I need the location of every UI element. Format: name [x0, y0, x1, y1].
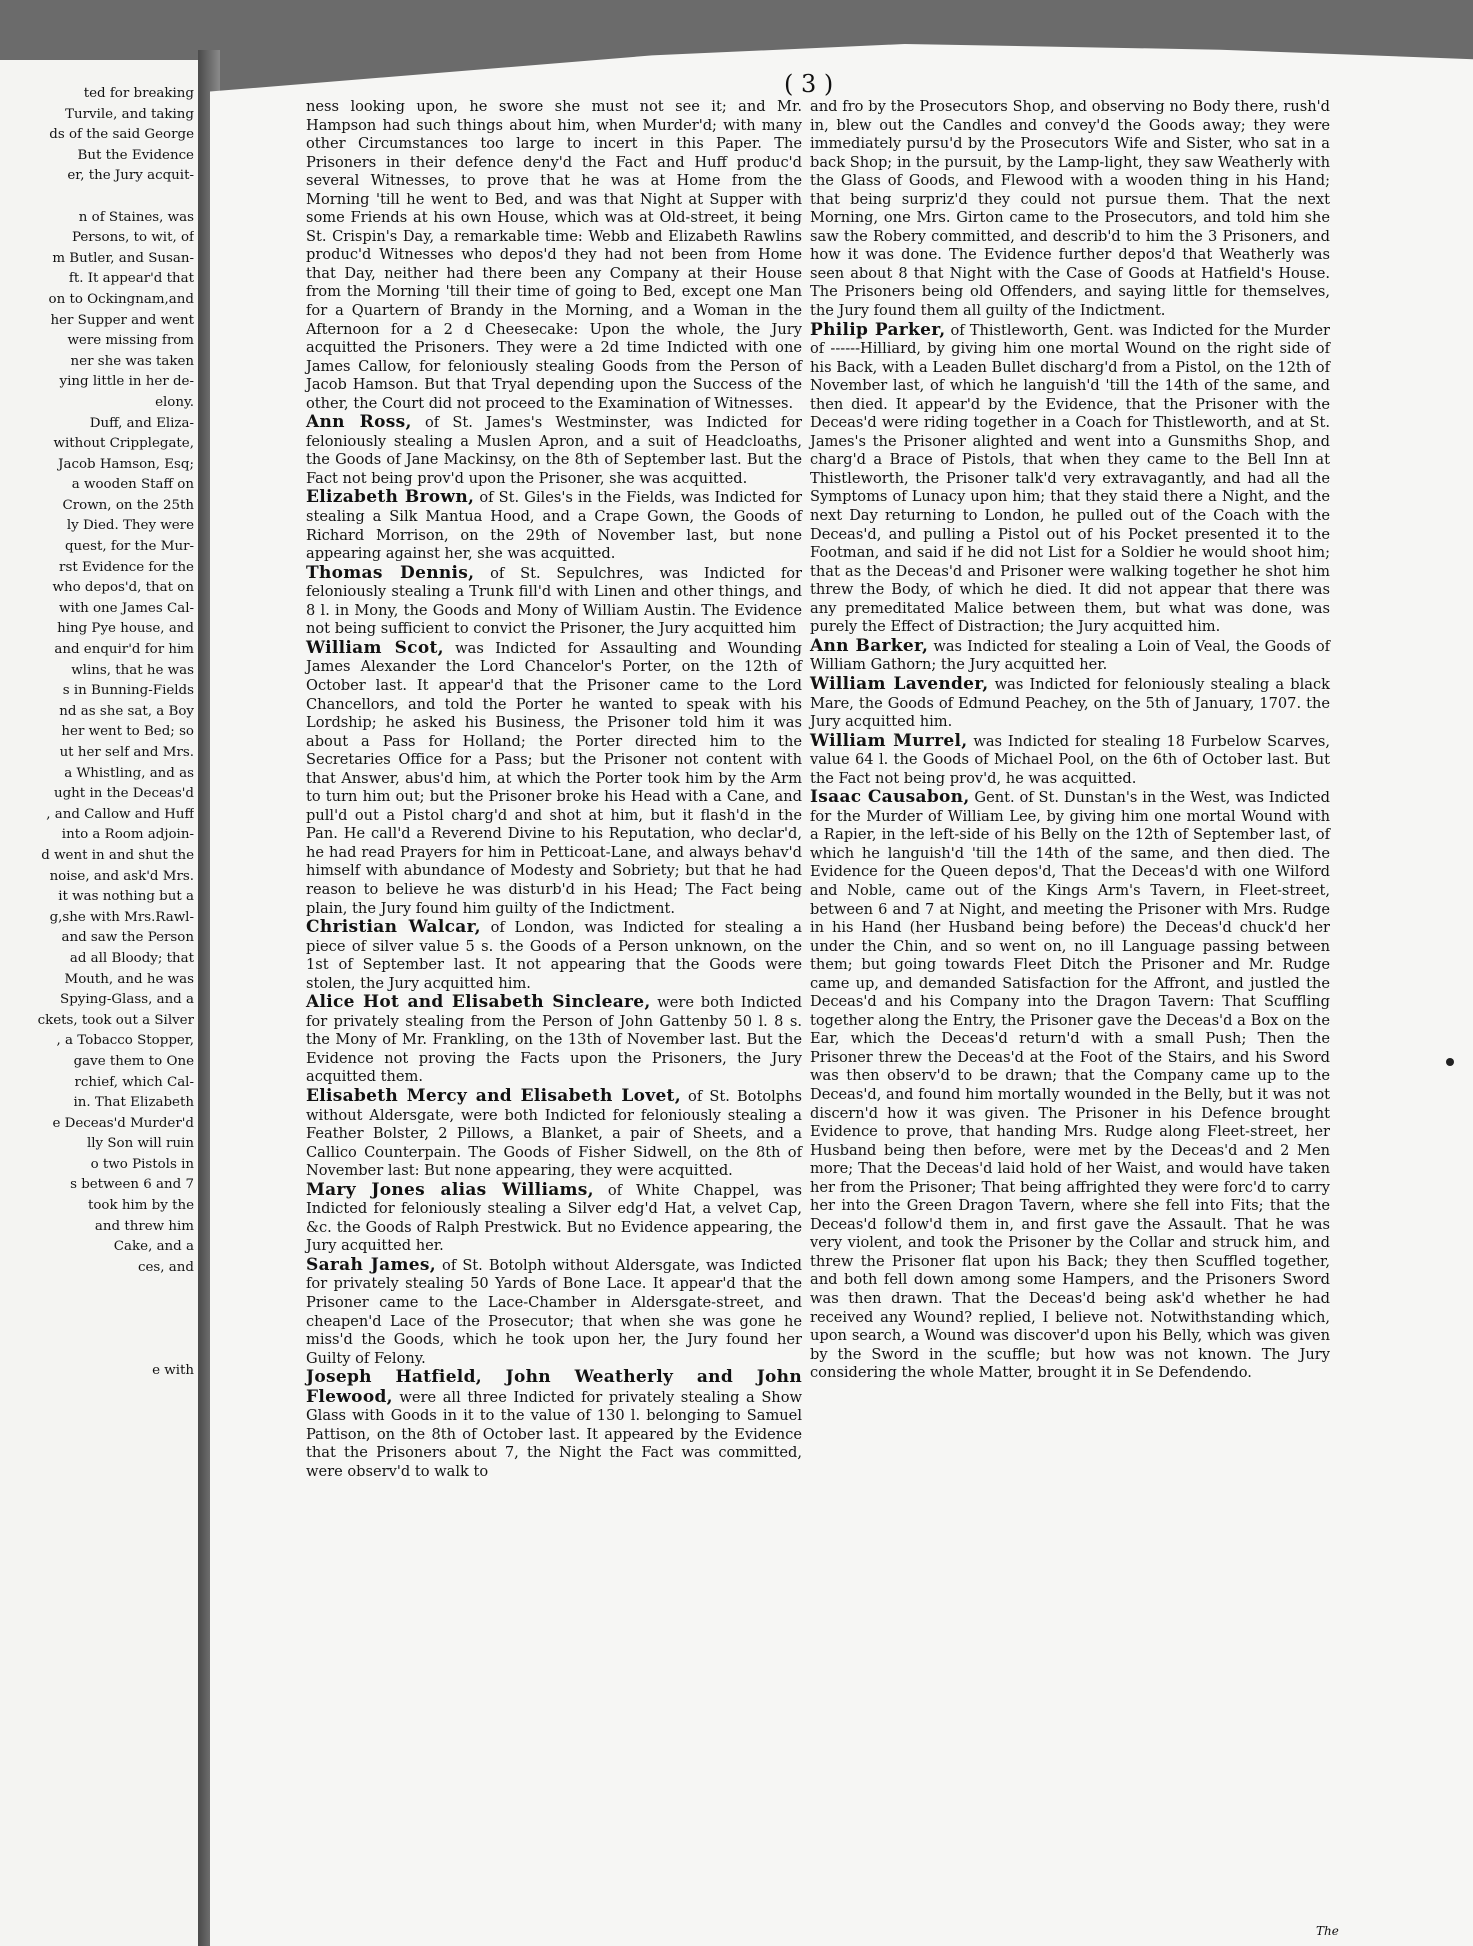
defendant-name: Isaac Causabon,: [810, 787, 970, 808]
left-page-line: [4, 1299, 194, 1320]
trial-entry: [306, 98, 802, 413]
trial-entry: [306, 564, 802, 639]
trial-entry: [810, 637, 1330, 675]
left-page-line: who depos'd, that on: [52, 580, 194, 596]
left-page-line: [4, 1402, 194, 1423]
trial-entry: [306, 488, 802, 563]
defendant-name: Elisabeth Mercy and Elisabeth Lovet,: [306, 1085, 681, 1106]
left-page-line: gave them to One: [73, 1053, 194, 1069]
left-page-line: a wooden Staff on: [71, 477, 194, 493]
left-page-line: and enquir'd for him: [54, 642, 194, 658]
left-page-line: [4, 1526, 194, 1547]
left-page-line: [4, 1608, 194, 1629]
left-page-line: it was nothing but a: [58, 889, 194, 905]
trial-text: of St. Botolph without Aldersgate, was Indicted for privately stealing 50 Yards of Bone Lace. It appear'd that the Prisoner came to the Lace-Chamber in Aldersgate-street, and cheapen'd Lace of the Prosecutor; that when she was gone he miss'd the Goods, which he took upon her, the Jury found her Guilty of Felony.: [306, 1256, 802, 1367]
defendant-name: Ann Barker,: [810, 635, 929, 656]
left-page-line: ad all Bloody; that: [69, 950, 194, 966]
left-page-line: [4, 187, 194, 208]
trial-text: Gent. of St. Dunstan's in the West, was Indicted for the Murder of William Lee, by giving him one mortal Wound with a Rapier, in the left-side of his Belly on the 12th of September last, of which he languish'd 'till the 14th of the same, and then died. The Evidence for the Queen depos'd, That the Deceas'd with one Wilford and Noble, came out of the Kings Arm's Tavern, in Fleet-street, between 6 and 7 at Night, and meeting the Prisoner with Mrs. Rudge in his Hand (her Husband being before) the Deceas'd chuck'd her under the Chin, and so went on, no ill Language passing between them; but going towards Fleet Ditch the Prisoner and Mr. Rudge came up, and demanded Satisfaction for the Affront, and justled the Deceas'd and his Company into the Dragon Tavern: That Scuffling together along the Entry, the Prisoner gave the Deceas'd a Box on the Ear, which the Deceas'd return'd with a small Push; Then the Prisoner threw the Deceas'd at the Foot of the Stairs, and his Sword was then observ'd to be drawn; that the Company came up to the Deceas'd, and found him mortally wounded in the Belly, but it was not discern'd how it was given. The Prisoner in his Defence brought Evidence to prove, that handing Mrs. Rudge along Fleet-street, her Husband being then before, were met by the Deceas'd and 2 Men more; That the Deceas'd laid hold of her Waist, and would have taken her from the Prisoner; That being affrighted they were forc'd to carry her into the Green Dragon Tavern, where she fell into Fits; that the Deceas'd follow'd them in, and first gave the Assault. That he was very violent, and took the Prisoner by the Collar and struck him, and threw the Prisoner flat upon his Back; they then Scuffled together, and both fell down among some Hampers, and the Prisoners Sword was then drawn. That the Deceas'd being ask'd whether he had received any Wound? replied, I believe not. Notwithstanding which, upon search, a Wound was discover'd upon his Belly, which was given by the Sword in the scuffle; but how was not known. The Jury considering the whole Matter, brought it in Se Defendendo.: [810, 789, 1330, 1382]
defendant-name: William Murrel,: [810, 730, 968, 751]
left-page-line: [4, 1278, 194, 1299]
left-page-line: ft. It appear'd that: [68, 271, 194, 287]
left-page-text: [4, 84, 194, 1773]
left-page-line: ckets, took out a Silver: [37, 1012, 194, 1028]
left-page-line: [4, 1505, 194, 1526]
left-page-line: ly Died. They were: [66, 518, 194, 534]
left-page-line: er, the Jury acquit-: [67, 168, 194, 184]
left-page-line: [4, 1464, 194, 1485]
trial-entry: [306, 918, 802, 993]
trial-text: and fro by the Prosecutors Shop, and observing no Body there, rush'd in, blew out the Candles and convey'd the Goods away; they were immediately pursu'd by the Prosecutors Wife and Sister, who sat in a back Shop; in the pursuit, by the Lamp-light, they saw Weatherly with the Glass of Goods, and Flewood with a wooden thing in his Hand; that being surpriz'd they could not pursue them. That the next Morning, one Mrs. Girton came to the Prosecutors, and told him she saw the Robery committed, and describ'd to him the 3 Prisoners, and how it was done. The Evidence further depos'd that Weatherly was seen about 8 that Night with the Case of Goods at Hatfield's House. The Prisoners being old Offenders, and saying little for themselves, the Jury found them all guilty of the Indictment.: [810, 98, 1330, 320]
left-page-line: without Cripplegate,: [53, 436, 194, 452]
defendant-name: Sarah James,: [306, 1254, 436, 1275]
defendant-name: Joseph Hatfield, John Weatherly and John Flewood,: [306, 1367, 802, 1407]
left-page-line: a Whistling, and as: [64, 765, 194, 781]
left-page-line: noise, and ask'd Mrs.: [49, 868, 194, 884]
left-page-line: [4, 1732, 194, 1753]
left-page-line: [4, 1546, 194, 1567]
defendant-name: Alice Hot and Elisabeth Sincleare,: [306, 992, 651, 1013]
left-page-line: Crown, on the 25th: [62, 497, 194, 513]
trial-text: of St. Sepulchres, was Indicted for feloniously stealing a Trunk fill'd with Linen and other things, and 8 l. in Mony, the Goods and Mony of William Austin. The Evidence not being sufficient to convict the Prisoner, the Jury acquitted him: [306, 564, 802, 638]
ink-spot: [1446, 1058, 1454, 1066]
left-page-line: [4, 1587, 194, 1608]
left-page-line: [4, 1340, 194, 1361]
trial-text: were both Indicted for privately stealing from the Person of John Gattenby 50 l. 8 s. the Mony of Mr. Frankling, on the 13th of November last. But the Evidence not proving the Facts upon the Prisoners, the Jury acquitted them.: [306, 994, 802, 1086]
left-page-fragment: [0, 60, 198, 1946]
left-page-line: elony.: [155, 394, 194, 410]
left-page-line: hing Pye house, and: [57, 621, 194, 637]
left-page-line: [4, 1629, 194, 1650]
left-column: [306, 98, 802, 1481]
trial-entry: [810, 732, 1330, 789]
left-page-line: o two Pistols in: [90, 1156, 194, 1172]
left-page-line: , a Tobacco Stopper,: [56, 1033, 194, 1049]
page-number: ( 3 ): [784, 70, 834, 98]
left-page-line: and saw the Person: [61, 930, 194, 946]
left-page-line: ught in the Deceas'd: [53, 786, 194, 802]
defendant-name: Ann Ross,: [306, 412, 412, 433]
left-page-line: her Supper and went: [50, 312, 194, 328]
left-page-line: and threw him: [94, 1218, 194, 1234]
defendant-name: William Lavender,: [810, 673, 989, 694]
trial-entry: [306, 413, 802, 488]
left-page-line: in. That Elizabeth: [73, 1095, 194, 1111]
left-page-line: n of Staines, was: [78, 209, 194, 225]
left-page-line: [4, 1670, 194, 1691]
left-page-line: [4, 1484, 194, 1505]
trial-entry: [306, 1256, 802, 1368]
left-page-line: Duff, and Eliza-: [89, 415, 194, 431]
defendant-name: Philip Parker,: [810, 319, 946, 340]
left-page-line: [4, 1690, 194, 1711]
left-page-line: , and Callow and Huff: [46, 806, 194, 822]
left-page-line: s between 6 and 7: [70, 1177, 194, 1193]
trial-text: was Indicted for Assaulting and Wounding James Alexander the Lord Chancelor's Porter, on the 12th of October last. It appear'd that the Prisoner came to the Lord Chancellors, and told the Porter he wanted to speak with his Lordship; he asked his Business, the Prisoner told him it was about a Pass for Holland; the Porter directed him to the Secretaries Office for a Pass; but the Prisoner not content with that Answer, abus'd him, at which the Porter took him by the Arm to turn him out; but the Prisoner broke his Head with a Cane, and pull'd out a Pistol charg'd and shot at him, but it flash'd in the Pan. He call'd a Reverend Divine to his Reputation, who declar'd, he had read Prayers for him in Petticoat-Lane, and always behav'd himself with abundance of Modesty and Sobriety; but that he had reason to believe he was disturb'd in his Head; The Fact being plain, the Jury found him guilty of the Indictment.: [306, 639, 802, 917]
left-page-line: ut her self and Mrs.: [59, 745, 194, 760]
left-page-line: nd as she sat, a Boy: [59, 703, 194, 719]
trial-entry: [810, 321, 1330, 637]
trial-entry: [810, 675, 1330, 732]
left-page-line: [4, 1752, 194, 1773]
left-page-line: ces, and: [138, 1259, 194, 1275]
trial-text: of St. James's Westminster, was Indicted for feloniously stealing a Muslen Apron, and a suit of Headcloaths, the Goods of Jane Mackinsy, on the 8th of September last. But the Fact not being prov'd upon the Prisoner, she was acquitted.: [306, 414, 802, 487]
left-page-line: Mouth, and he was: [64, 971, 194, 987]
left-page-line: e with: [152, 1362, 194, 1378]
left-page-line: [4, 1320, 194, 1341]
defendant-name: Thomas Dennis,: [306, 562, 475, 583]
right-column: [810, 98, 1330, 1383]
left-page-line: Jacob Hamson, Esq;: [58, 456, 194, 472]
left-page-line: [4, 1443, 194, 1464]
trial-text: of London, was Indicted for stealing a piece of silver value 5 s. the Goods of a Person unknown, on the 1st of September last. It not appearing that the Goods were stolen, the Jury acquitted him.: [306, 919, 802, 992]
left-page-line: m Butler, and Susan-: [52, 250, 194, 266]
trial-text: ness looking upon, he swore she must not see it; and Mr. Hampson had such things about him, when Murder'd; with many other Circumstances too large to incert in this Paper. The Prisoners in their defence deny'd the Fact and Huff produc'd several Witnesses, to prove that he was at Home from the Morning 'till he went to Bed, and was that Night at Supper with some Friends at his own House, which was at Old-street, it being St. Crispin's Day, a remarkable time: Webb and Elizabeth Rawlins produc'd Witnesses who depos'd they had not been from Home that Day, neither had there been any Company at their House from the Morning 'till their time of going to Bed, except one Man for a Quartern of Brandy in the Morning, and a Woman in the Afternoon for a 2 d Cheesecake: Upon the whole, the Jury acquitted the Prisoners. They were a 2d time Indicted with one James Callow, for feloniously stealing Goods from the Person of Jacob Hamson. But that Tryal depending upon the Success of the other, the Court did not proceed to the Examination of Witnesses.: [306, 98, 802, 412]
left-page-line: ted for breaking: [83, 86, 194, 101]
catchword: The: [1316, 1924, 1339, 1938]
defendant-name: Mary Jones alias Williams,: [306, 1179, 594, 1200]
left-page-line: quest, for the Mur-: [64, 539, 194, 555]
trial-entry: [810, 788, 1330, 1383]
left-page-line: s in Bunning-Fields: [62, 683, 194, 699]
left-page-line: Spying-Glass, and a: [60, 992, 194, 1008]
trial-entry: [306, 639, 802, 918]
defendant-name: William Scot,: [306, 637, 444, 658]
left-page-line: rchief, which Cal-: [74, 1074, 194, 1090]
left-page-line: rst Evidence for the: [59, 559, 194, 575]
trial-entry: [306, 1087, 802, 1181]
left-page-line: her went to Bed; so: [61, 724, 194, 740]
left-page-line: g,she with Mrs.Rawl-: [49, 909, 194, 925]
left-page-line: [4, 1381, 194, 1402]
left-page-line: d went in and shut the: [41, 847, 194, 863]
left-page-line: ds of the said George: [49, 127, 194, 143]
left-page-line: were missing from: [67, 333, 194, 349]
defendant-name: Elizabeth Brown,: [306, 487, 475, 508]
trial-text: was Indicted for stealing 18 Furbelow Scarves, value 64 l. the Goods of Michael Pool, on the 6th of October last. But the Fact not being prov'd, he was acquitted.: [810, 732, 1330, 787]
left-page-line: ner she was taken: [70, 353, 194, 369]
left-page-line: took him by the: [87, 1198, 194, 1214]
defendant-name: Christian Walcar,: [306, 917, 481, 938]
trial-entry: [306, 1368, 802, 1481]
left-page-line: on to Ockingnam,and: [48, 291, 194, 307]
trial-entry: [306, 993, 802, 1087]
left-page-line: Cake, and a: [113, 1239, 194, 1255]
trial-text: of St. Giles's in the Fields, was Indicted for stealing a Silk Mantua Hood, and a Crape Gown, the Goods of Richard Morrison, on the 29th of November last, but none appearing against her, she was acquitted.: [306, 489, 802, 563]
left-page-line: [4, 1649, 194, 1670]
left-page-line: lly Son will ruin: [86, 1136, 194, 1152]
trial-text: was Indicted for stealing a Loin of Veal, the Goods of William Gathorn; the Jury acquitted her.: [810, 637, 1331, 674]
left-page-line: [4, 1711, 194, 1732]
left-page-line: [4, 1567, 194, 1588]
left-page-line: Persons, to wit, of: [71, 230, 194, 246]
left-page-line: ying little in her de-: [59, 374, 194, 390]
trial-text: were all three Indicted for privately stealing a Show Glass with Goods in it to the value of 130 l. belonging to Samuel Pattison, on the 8th of October last. It appeared by the Evidence that the Prisoners about 7, the Night the Fact was committed, were observ'd to walk to: [306, 1388, 802, 1480]
left-page-line: into a Room adjoin-: [61, 827, 194, 843]
trial-entry: [306, 1181, 802, 1256]
trial-text: of White Chappel, was Indicted for feloniously stealing a Silver edg'd Hat, a velvet Cap, &c. the Goods of Ralph Prestwick. But no Evidence appearing, the Jury acquitted her.: [306, 1181, 802, 1255]
left-page-line: e Deceas'd Murder'd: [52, 1115, 194, 1131]
left-page-line: [4, 1423, 194, 1444]
trial-entry: [810, 98, 1330, 321]
left-page-line: wlins, that he was: [71, 662, 194, 678]
left-page-line: But the Evidence: [77, 147, 194, 163]
trial-text: of St. Botolphs without Aldersgate, were both Indicted for feloniously stealing a Feather Bolster, 2 Pillows, a Blanket, a pair of Sheets, and a Callico Counterpain. The Goods of Fisher Sidwell, on the 8th of November last: But none appearing, they were acquitted.: [306, 1087, 803, 1180]
left-page-line: with one James Cal-: [58, 600, 194, 616]
trial-text: was Indicted for feloniously stealing a black Mare, the Goods of Edmund Peachey, on the 5th of January, 1707. the Jury acquitted him.: [810, 675, 1330, 731]
trial-text: of Thistleworth, Gent. was Indicted for the Murder of ------Hilliard, by giving him one mortal Wound on the right side of his Back, with a Leaden Bullet discharg'd from a Pistol, on the 12th of November last, of which he languish'd 'till the 14th of the same, and then died. It appear'd by the Evidence, that the Prisoner with the Deceas'd were riding together in a Coach for Thistleworth, and at St. James's the Prisoner alighted and went into a Gunsmiths Shop, and charg'd a Brace of Pistols, that when they came to the Bell Inn at Thistleworth, the Prisoner talk'd very extravagantly, and had all the Symptoms of Lunacy upon him; that they staid there a Night, and the next Day returning to London, he pulled out of the Coach with the Deceas'd, and pulling a Pistol out of his Pocket presented it to the Footman, and said if he did not List for a Soldier he would shoot him; that as the Deceas'd and Prisoner were walking together he shot him threw the Body, of which he died. It did not appear that there was any premeditated Malice between them, but what was done, was purely the Effect of Distraction; the Jury acquitted him.: [810, 321, 1330, 636]
left-page-line: Turvile, and taking: [65, 106, 194, 122]
